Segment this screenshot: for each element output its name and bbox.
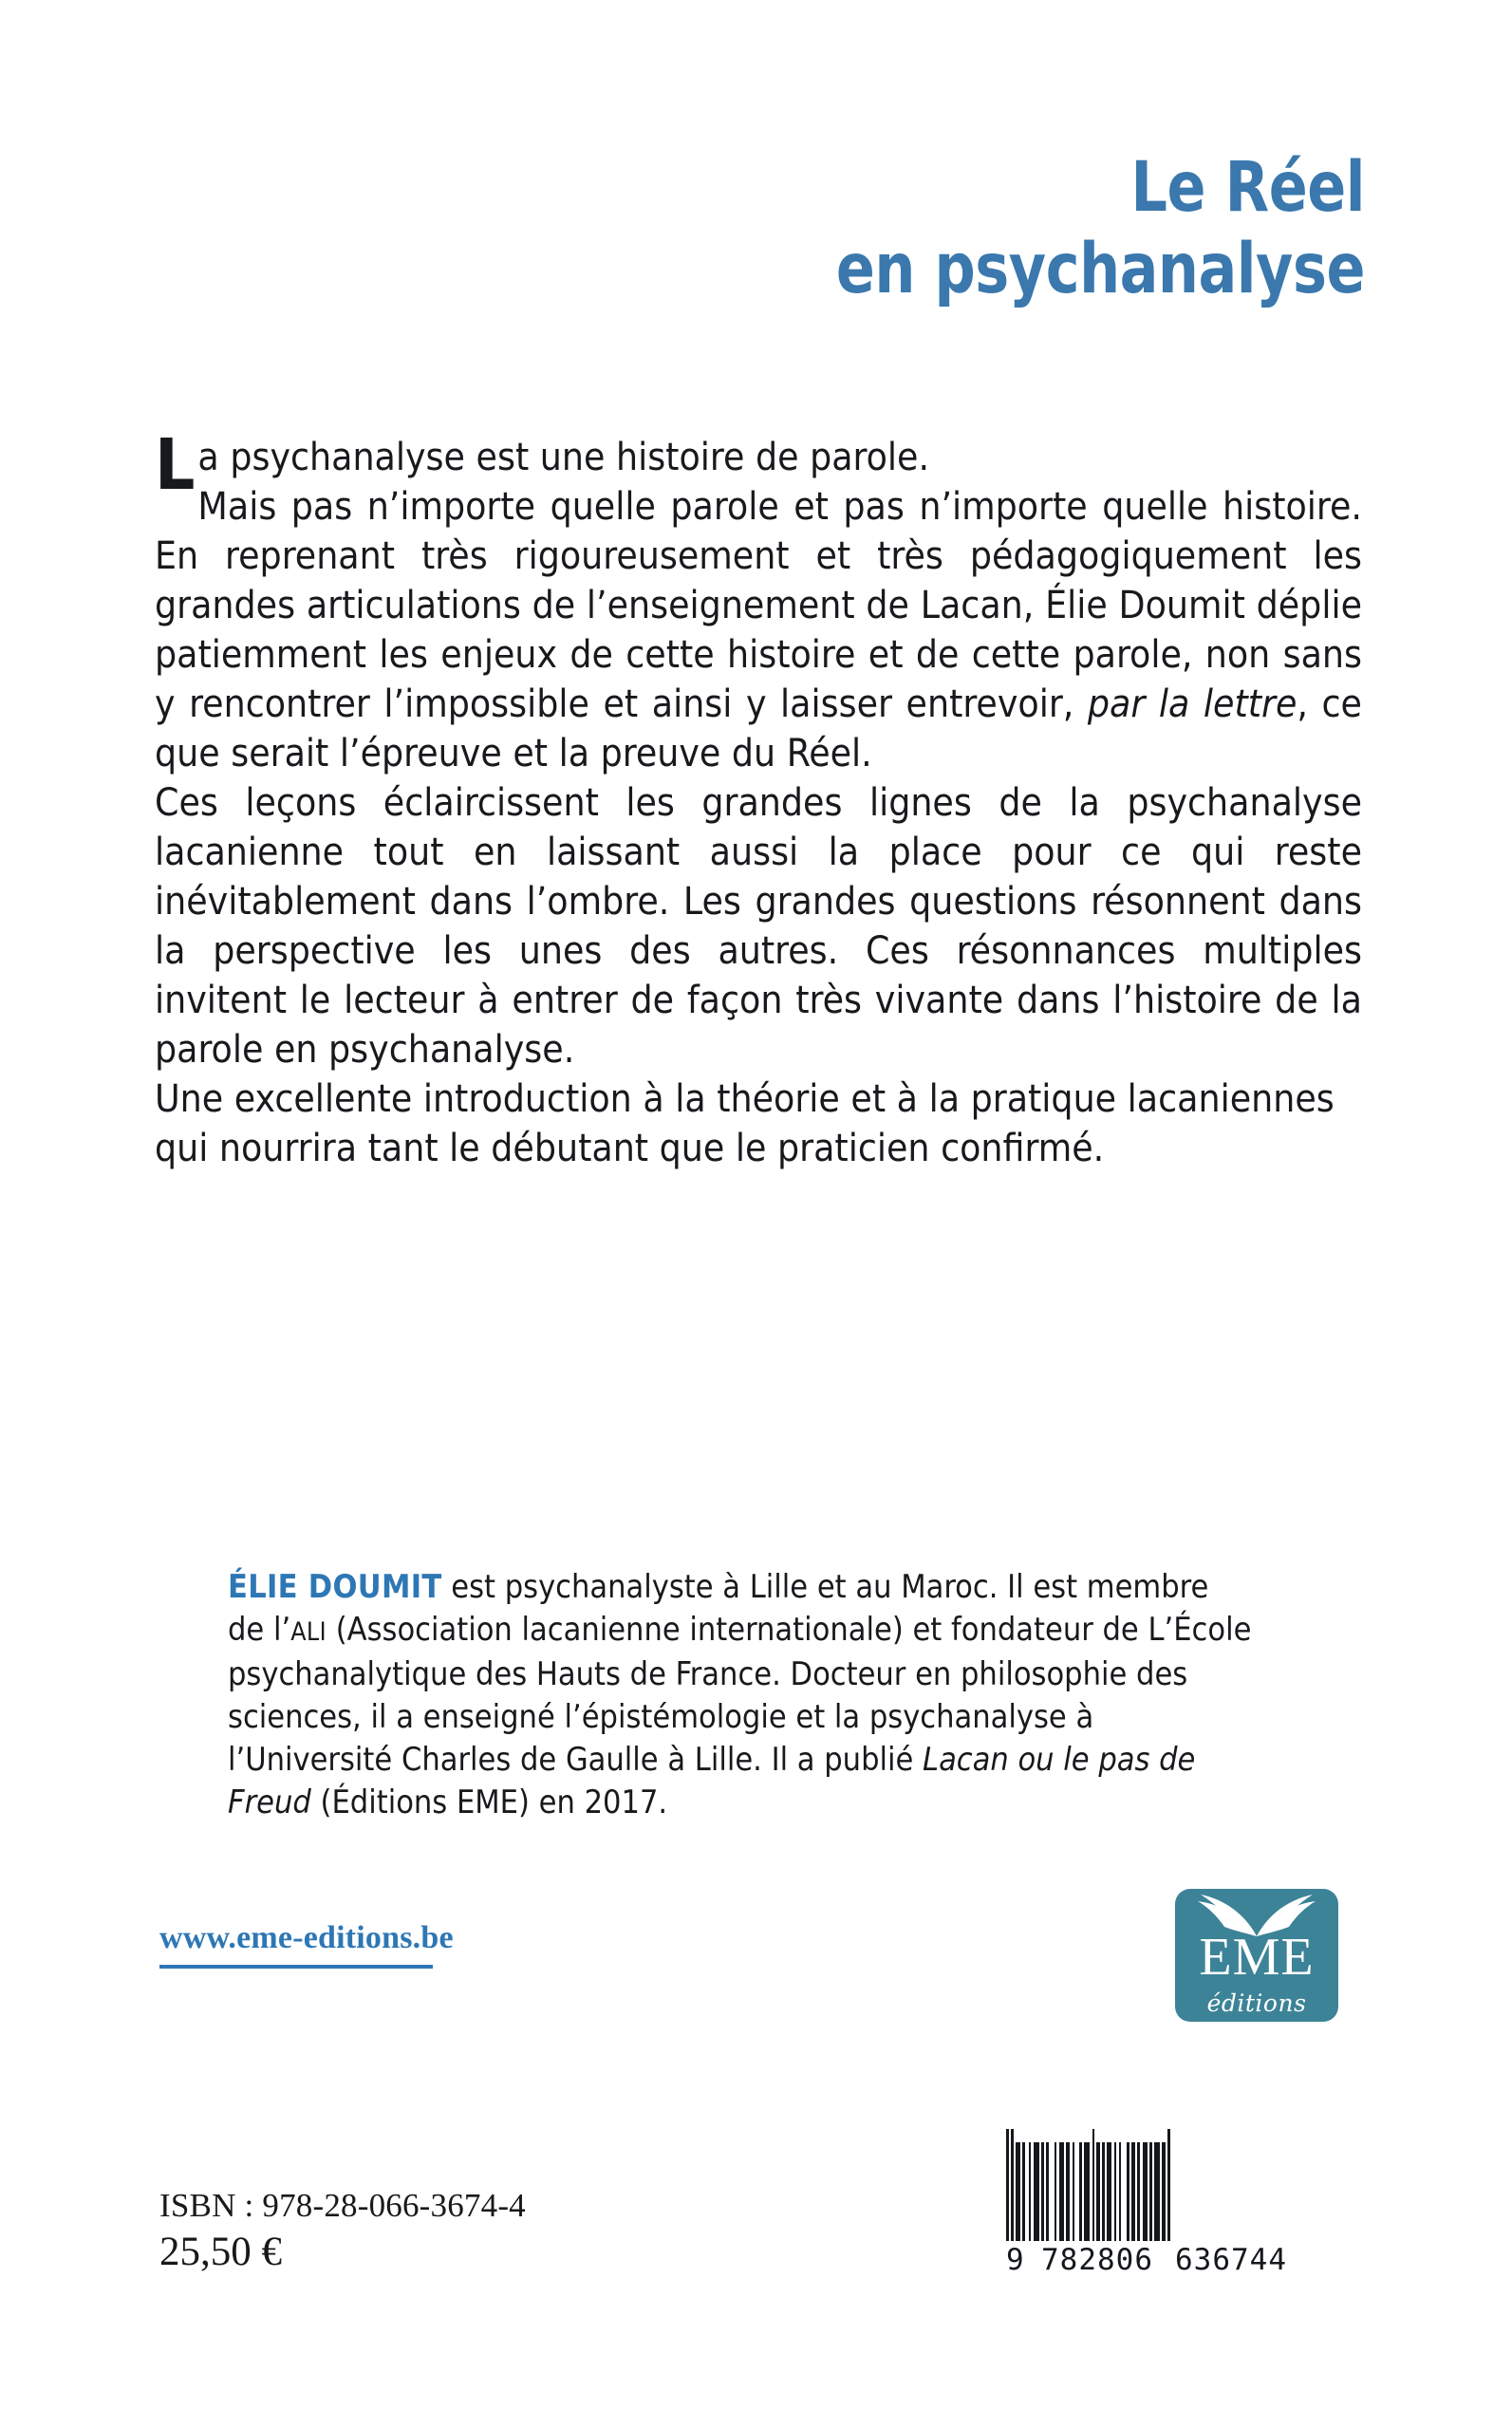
publisher-website-link[interactable]: www.eme-editions.be — [159, 1920, 454, 1955]
book-title — [321, 147, 1365, 310]
eme-publisher-logo — [1175, 1889, 1338, 2022]
isbn-text: ISBN : 978-28-066-3674-4 — [159, 2187, 526, 2224]
blurb-paragraph-1 — [155, 424, 1362, 506]
author-bio — [228, 1566, 1253, 1824]
isbn-barcode — [1006, 2129, 1305, 2277]
logo-wordmark: EME — [1199, 1928, 1315, 1987]
blurb-paragraph-2-tail: , ce que serait l’épreuve et la preuve du Réel. — [155, 681, 1362, 775]
blurb-italic-phrase: par la lettre — [1087, 681, 1297, 726]
title-line-2: en psychanalyse — [835, 229, 1365, 310]
author-bio-text-2: (Association lacanienne internationale) et fondateur de L’École psychanalytique des Hauts de France. Docteur en philosophie des sciences, il a enseigné l’épistémologie et la psychanalyse à l’Université Charles de Gaulle à Lille. Il a publié — [228, 1611, 1252, 1779]
barcode-left-group: 782806 — [1041, 2243, 1153, 2277]
blurb-text — [155, 424, 1362, 1172]
author-name: ÉLIE DOUMIT — [228, 1568, 442, 1606]
barcode-bars — [1006, 2129, 1305, 2241]
price-text: 25,50 € — [159, 2230, 282, 2274]
blurb-paragraph-1-text: a psychanalyse est une histoire de parole. — [197, 434, 930, 479]
blurb-paragraph-2-lead: Mais pas n’importe quelle parole et pas n’importe quelle histoire. En reprenant très rigoureusement et très pédagogiquement les grandes articulations de l’enseignement de Lacan, Élie Doumit déplie patiemment les enjeux de cette histoire et de cette parole, non sans y rencontrer l’impossible et ainsi y laisser entrevoir, — [155, 483, 1362, 726]
author-bio-text-3: (Éditions EME) en 2017. — [310, 1783, 668, 1821]
author-bio-paragraph — [228, 1566, 1253, 1824]
blurb-paragraph-3: Ces leçons éclaircissent les grandes lignes de la psychanalyse lacanienne tout en laissant aussi la place pour ce qui reste inévitablement dans l’ombre. Les grandes questions résonnent dans la perspective les unes des autres. Ces résonnances multiples invitent le lecteur à entrer de façon très vivante dans l’histoire de la parole en psychanalyse. — [155, 779, 1362, 1072]
author-bio-text-1: est psychanalyste à Lille et au Maroc. Il est membre de l’ — [228, 1568, 1209, 1649]
barcode-lead-digit: 9 — [1006, 2243, 1025, 2277]
drop-cap: L — [155, 424, 196, 506]
barcode-right-group: 636744 — [1175, 2243, 1287, 2277]
title-line-1: Le Réel — [1130, 147, 1365, 228]
logo-subtitle: éditions — [1206, 1989, 1307, 2017]
website-underline — [159, 1965, 433, 1969]
previous-book-title: Lacan ou le pas de Freud — [228, 1741, 1196, 1821]
association-acronym: ALI — [290, 1617, 327, 1647]
blurb-paragraph-2 — [155, 481, 1362, 777]
barcode-digits — [1006, 2243, 1305, 2277]
blurb-paragraph-4: Une excellente introduction à la théorie et à la pratique lacaniennes qui nourrira tant le débutant que le praticien confirmé. — [155, 1075, 1335, 1170]
